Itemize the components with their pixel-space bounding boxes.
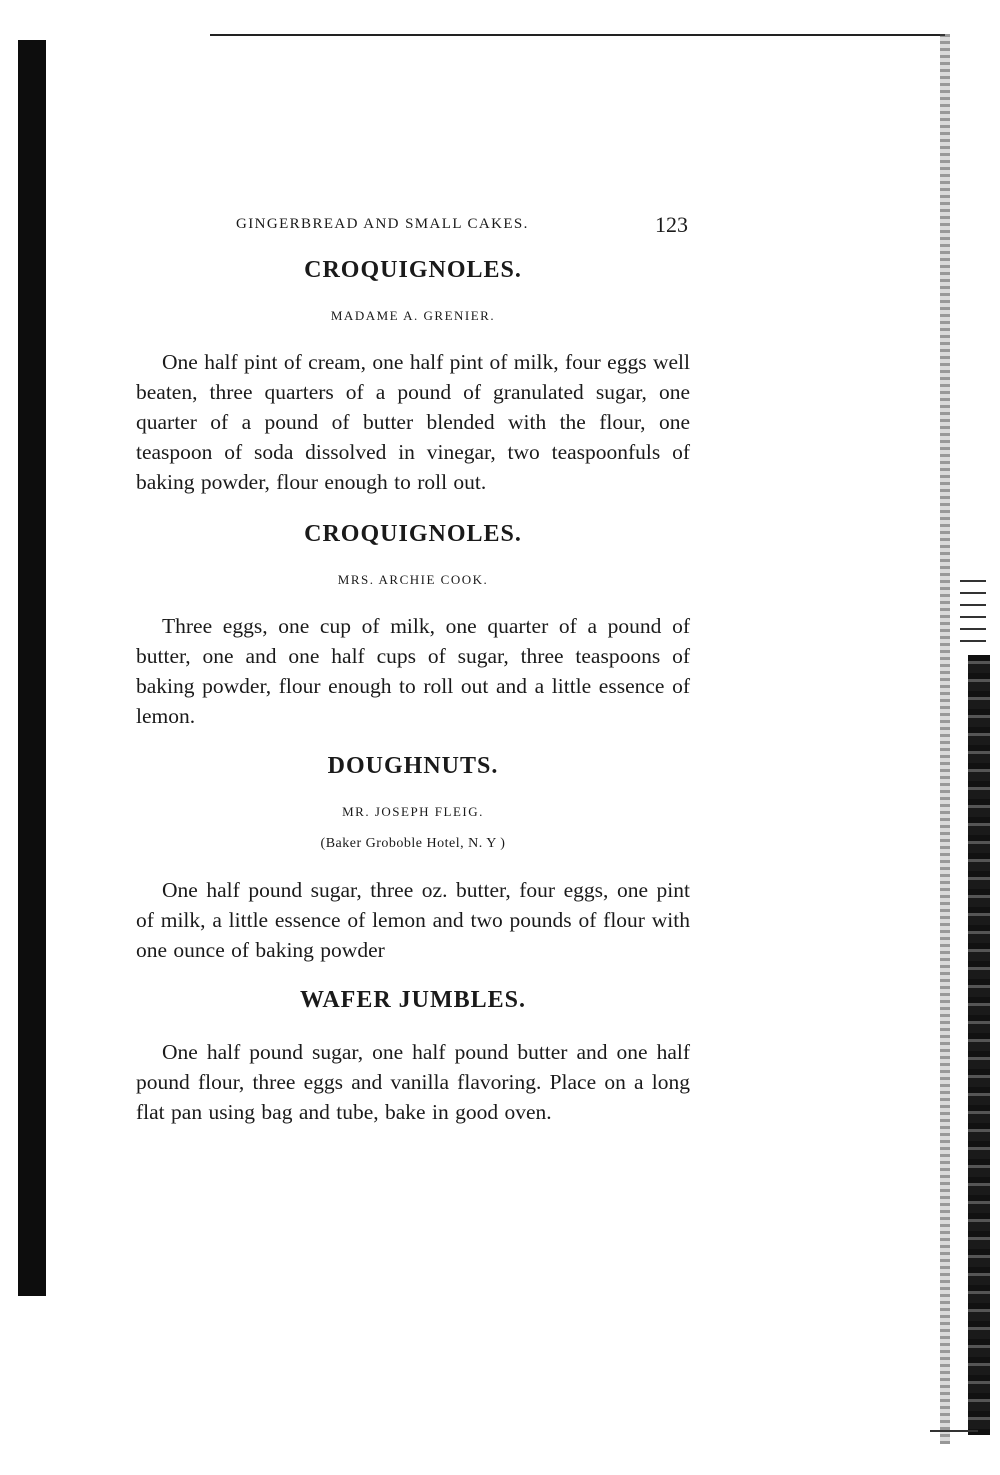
recipe-author: MADAME A. GRENIER. — [330, 308, 496, 323]
recipe-body: One half pint of cream, one half pint of milk, four eggs well beaten, three quarters of a pound of granulated sugar, one quarter of a pound of butter blended with the flour, one teaspoon of soda dissolved in vinegar, two teaspoonfuls of baking powder, flour enough to roll out. — [136, 350, 690, 494]
recipe-author: MR. JOSEPH FLEIG. — [342, 804, 484, 819]
right-page-edge — [940, 34, 950, 1444]
recipe-title: CROQUIGNOLES. — [304, 521, 522, 547]
recipe-author: MRS. ARCHIE COOK. — [337, 572, 489, 587]
recipe-title: DOUGHNUTS. — [327, 753, 499, 779]
recipe-croquignoles-cook — [136, 519, 690, 731]
right-edge-shadow — [968, 655, 990, 1435]
right-edge-marks — [960, 570, 986, 650]
recipe-title: WAFER JUMBLES. — [299, 987, 527, 1013]
recipe-note: (Baker Groboble Hotel, N. Y ) — [320, 836, 506, 851]
recipe-body: Three eggs, one cup of milk, one quarter of a pound of butter, one and one half cups of sugar, three teaspoons of baking powder, flour enough to roll out and a little essence of lemon. — [136, 614, 690, 728]
recipe-body: One half pound sugar, one half pound butter and one half pound flour, three eggs and vanilla flavoring. Place on a long flat pan using bag and tube, bake in good oven. — [136, 1040, 690, 1124]
recipe-body: One half pound sugar, three oz. butter, four eggs, one pint of milk, a little essence of lemon and two pounds of flour with one ounce of baking powder — [136, 878, 690, 962]
recipe-title: CROQUIGNOLES. — [304, 257, 522, 283]
top-page-edge — [210, 34, 945, 36]
page-content — [136, 255, 690, 1127]
running-title: GINGERBREAD AND SMALL CAKES. — [236, 216, 529, 232]
recipe-croquignoles-grenier — [136, 255, 690, 497]
recipe-doughnuts — [136, 751, 690, 965]
binding-edge-shadow — [18, 40, 46, 1296]
running-head — [236, 212, 688, 242]
page-number: 123 — [655, 212, 688, 237]
bottom-corner-rule — [930, 1430, 978, 1432]
recipe-wafer-jumbles — [136, 985, 690, 1127]
